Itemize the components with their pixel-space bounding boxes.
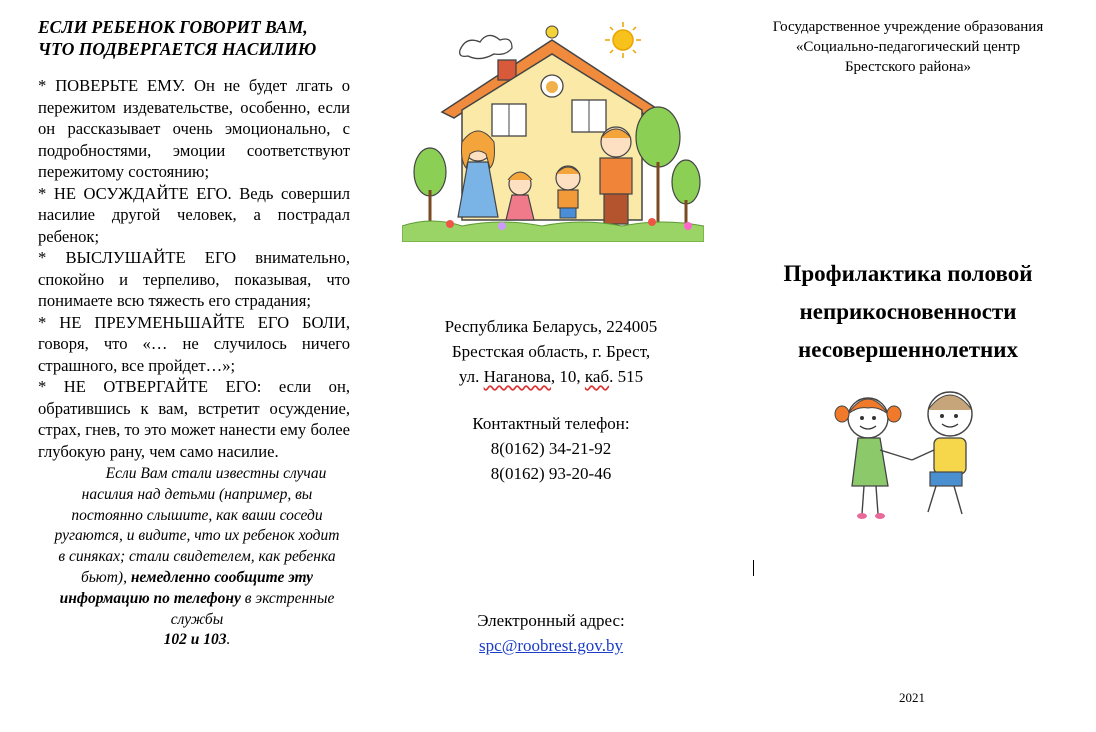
email-link[interactable]: spc@roobrest.gov.by xyxy=(479,636,623,655)
sun-icon xyxy=(613,30,633,50)
contact-label: Контактный телефон: xyxy=(472,414,630,433)
heading-line-1: ЕСЛИ РЕБЕНОК ГОВОРИТ ВАМ, xyxy=(38,17,308,37)
phone-1: 8(0162) 34-21-92 xyxy=(490,439,612,458)
rule-item: * НЕ ОСУЖДАЙТЕ ЕГО. Ведь совершил насилие другой человек, а пострадал ребенок; xyxy=(38,183,350,246)
institution-line: Государственное учреждение образования xyxy=(772,19,1044,35)
tree-right-small xyxy=(672,160,700,204)
title-line: неприкосновенности xyxy=(799,299,1017,324)
office-abbr: каб xyxy=(584,367,610,386)
street-prefix: ул. xyxy=(458,367,484,386)
emergency-numbers xyxy=(50,630,344,651)
title-line: Профилактика половой xyxy=(783,261,1033,286)
chimney xyxy=(498,60,516,80)
address-block xyxy=(400,314,702,389)
street-name: Наганова xyxy=(483,367,551,386)
rule-item: * ВЫСЛУШАЙТЕ ЕГО внимательно, спокойно и терпеливо, показывая, что понимаете всю тяжесть его страдания; xyxy=(38,248,350,310)
email-label: Электронный адрес: xyxy=(477,611,625,630)
brochure-title xyxy=(750,255,1066,369)
text-cursor xyxy=(753,560,754,576)
phone-2: 8(0162) 93-20-46 xyxy=(490,464,612,483)
year: 2021 xyxy=(899,690,925,705)
emergency-numbers-text: 102 и 103 xyxy=(163,631,227,649)
flower-icon xyxy=(684,222,692,230)
rule-item: * ПОВЕРЬТЕ ЕМУ. Он не будет лгать о пережитом издевательстве, особенно, если он рассказывает очень эмоционально, с подробностями, эмоции соответствуют пережитому состоянию; xyxy=(38,76,350,181)
note-bold: немедленно сообщите эту информацию по телефону xyxy=(59,568,314,607)
institution-line: Брестского района» xyxy=(844,59,972,75)
institution-line: «Социально-педагогический центр xyxy=(795,39,1021,55)
right-panel xyxy=(750,0,1066,732)
rules-list xyxy=(38,75,350,462)
flower-icon xyxy=(648,218,656,226)
address-line-2: Брестская область, г. Брест, xyxy=(451,342,651,361)
institution-name xyxy=(750,17,1066,77)
middle-panel xyxy=(400,0,702,732)
email-block xyxy=(400,608,702,658)
left-heading xyxy=(38,16,350,60)
cloud-icon xyxy=(460,35,512,58)
address-line-3 xyxy=(400,364,702,389)
tree-left xyxy=(414,148,446,196)
note-text: Если Вам стали известны случаи насилия над детьми (например, вы постоянно слышите, как ваши соседи ругаются, и видите, что их ребенок ходит в синяках; стали свидетелем, как ребенка бьют), xyxy=(54,465,340,586)
title-line: несовершеннолетних xyxy=(797,337,1019,362)
office-number: . 515 xyxy=(609,367,644,386)
note-tail: в экстренные службы xyxy=(170,589,335,628)
contacts-block xyxy=(400,411,702,486)
cat-icon xyxy=(546,81,558,93)
note-period: . xyxy=(226,631,231,649)
rule-item: * НЕ ПРЕУМЕНЬШАЙТЕ ЕГО БОЛИ, говоря, что «… не случилось ничего страшного, все пройдет…»; xyxy=(38,312,350,375)
flower-icon xyxy=(446,220,454,228)
emergency-note xyxy=(38,464,350,651)
flower-icon xyxy=(498,222,506,230)
kids-illustration xyxy=(830,388,990,524)
tree-right-big xyxy=(636,107,680,167)
rule-item: * НЕ ОТВЕРГАЙТЕ ЕГО: если он, обратившись к вам, встретит осуждение, страх, гнев, то это может нанести ему более глубокую рану, чем само насилие. xyxy=(38,377,350,461)
rooster-icon xyxy=(546,26,558,38)
address-line-1: Республика Беларусь, 224005 xyxy=(444,317,658,336)
building-number: , 10, xyxy=(550,367,585,386)
heading-line-2: ЧТО ПОДВЕРГАЕТСЯ НАСИЛИЮ xyxy=(38,39,317,59)
family-house-illustration xyxy=(402,12,704,242)
left-panel xyxy=(38,0,350,732)
